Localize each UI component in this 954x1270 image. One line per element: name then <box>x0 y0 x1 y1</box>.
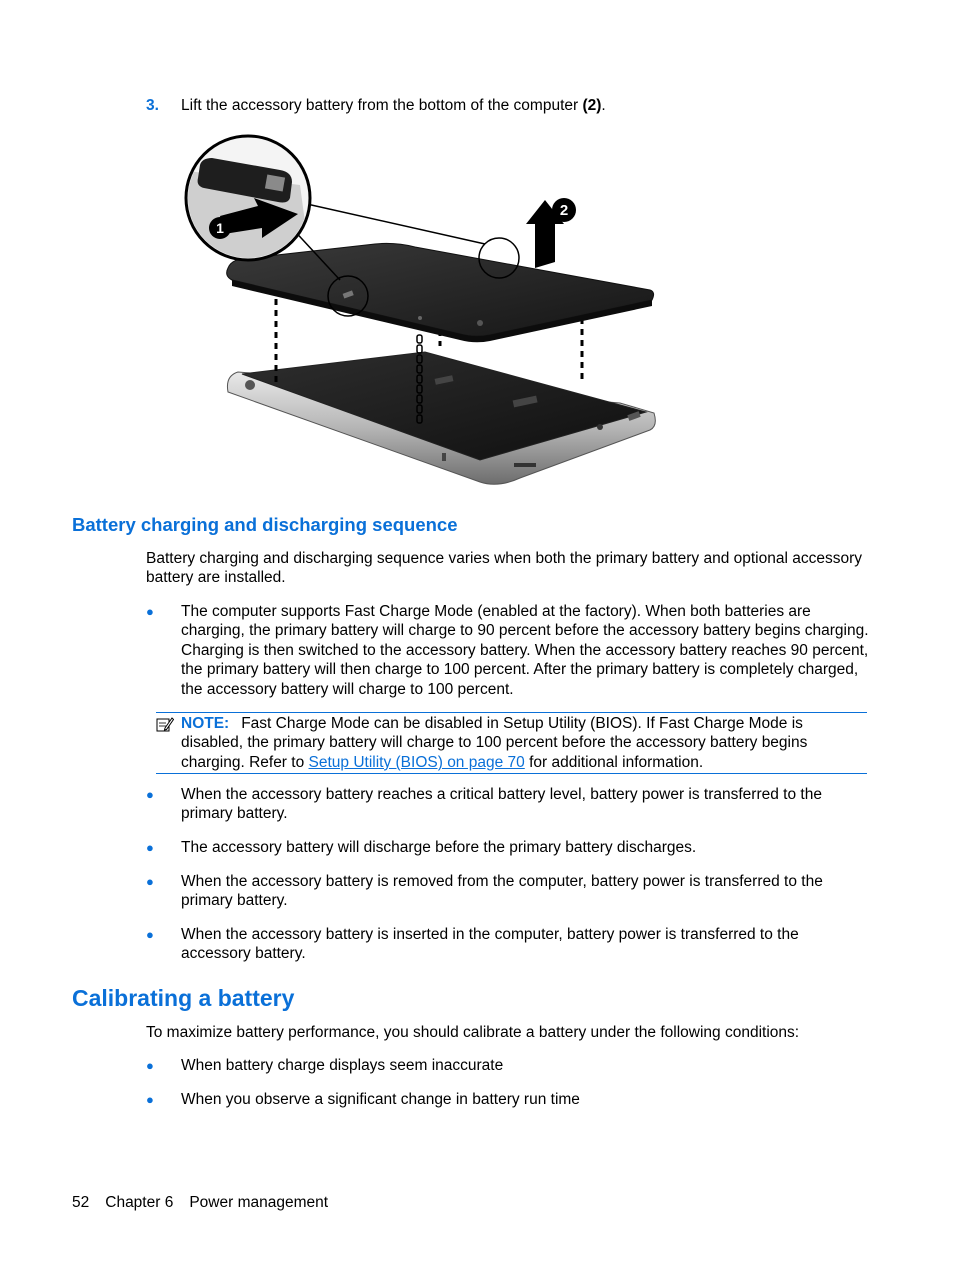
note-box <box>156 712 867 774</box>
intro-paragraph: Battery charging and discharging sequence varies when both the primary battery and optional accessory battery are installed. <box>146 550 862 587</box>
list-item <box>146 838 870 857</box>
bullet-icon: ● <box>146 840 154 855</box>
list-item-text: The accessory battery will discharge before the primary battery discharges. <box>181 839 697 856</box>
list-item <box>146 925 870 964</box>
computer-base <box>227 352 655 484</box>
list-item-text: The computer supports Fast Charge Mode (enabled at the factory). When both batteries are charging, the primary battery will charge to 90 percent before the accessory battery begins charging. Charging is then switched to the accessory battery. When the accessory battery reaches 90 percent, the primary battery will then charge to 100 percent. After the primary battery is completely charged, the accessory battery will charge to 100 percent. <box>181 603 869 698</box>
battery-removal-illustration <box>180 130 664 492</box>
section-title: Calibrating a battery <box>72 985 295 1011</box>
chapter-title: Power management <box>189 1194 329 1211</box>
note-label: NOTE: <box>181 715 230 732</box>
release-latch-detail <box>180 136 310 260</box>
bullet-icon: ● <box>146 604 154 619</box>
accessory-battery <box>227 243 654 342</box>
callout-2: 2 <box>559 202 569 219</box>
bullet-icon: ● <box>146 927 154 942</box>
step-text: Lift the accessory battery from the bottom of the computer (2). <box>181 97 606 114</box>
chapter-label: Chapter 6 <box>105 1194 174 1211</box>
note-body <box>181 714 867 772</box>
bullet-icon: ● <box>146 874 154 889</box>
bullet-icon: ● <box>146 787 154 802</box>
list-item-text: When battery charge displays seem inaccurate <box>181 1057 504 1074</box>
calibration-intro: To maximize battery performance, you should calibrate a battery under the following conditions: <box>146 1024 800 1041</box>
list-item-text: When the accessory battery is removed from the computer, battery power is transferred to the primary battery. <box>181 873 823 910</box>
list-item <box>146 872 870 911</box>
battery-removal-drawing <box>180 130 664 492</box>
list-item <box>146 1090 870 1109</box>
callout-1: 1 <box>216 220 224 236</box>
list-item-text: When the accessory battery reaches a critical battery level, battery power is transferred to the primary battery. <box>181 786 822 823</box>
page-number: 52 <box>72 1194 90 1211</box>
list-item <box>146 602 870 699</box>
list-item <box>146 785 870 824</box>
list-item-text: When you observe a significant change in battery run time <box>181 1091 580 1108</box>
note-after: for additional information. <box>524 753 704 771</box>
bullet-icon: ● <box>146 1092 154 1107</box>
section-subheading: Battery charging and discharging sequence <box>72 514 458 535</box>
lift-arrow-icon <box>526 198 576 268</box>
step-number: 3. <box>146 97 159 114</box>
bullet-icon: ● <box>146 1058 154 1073</box>
note-text: Fast Charge Mode can be disabled in Setup Utility (BIOS). If Fast Charge Mode is disabled, the primary battery will charge to 100 percent before the accessory battery begins charging. Refer to <box>181 715 808 771</box>
note-pencil-icon <box>156 716 174 733</box>
list-item <box>146 1056 870 1075</box>
list-item-text: When the accessory battery is inserted in the computer, battery power is transferred to the accessory battery. <box>181 926 799 963</box>
setup-utility-link[interactable]: Setup Utility (BIOS) on page 70 <box>308 753 525 771</box>
page-footer <box>72 1193 344 1213</box>
